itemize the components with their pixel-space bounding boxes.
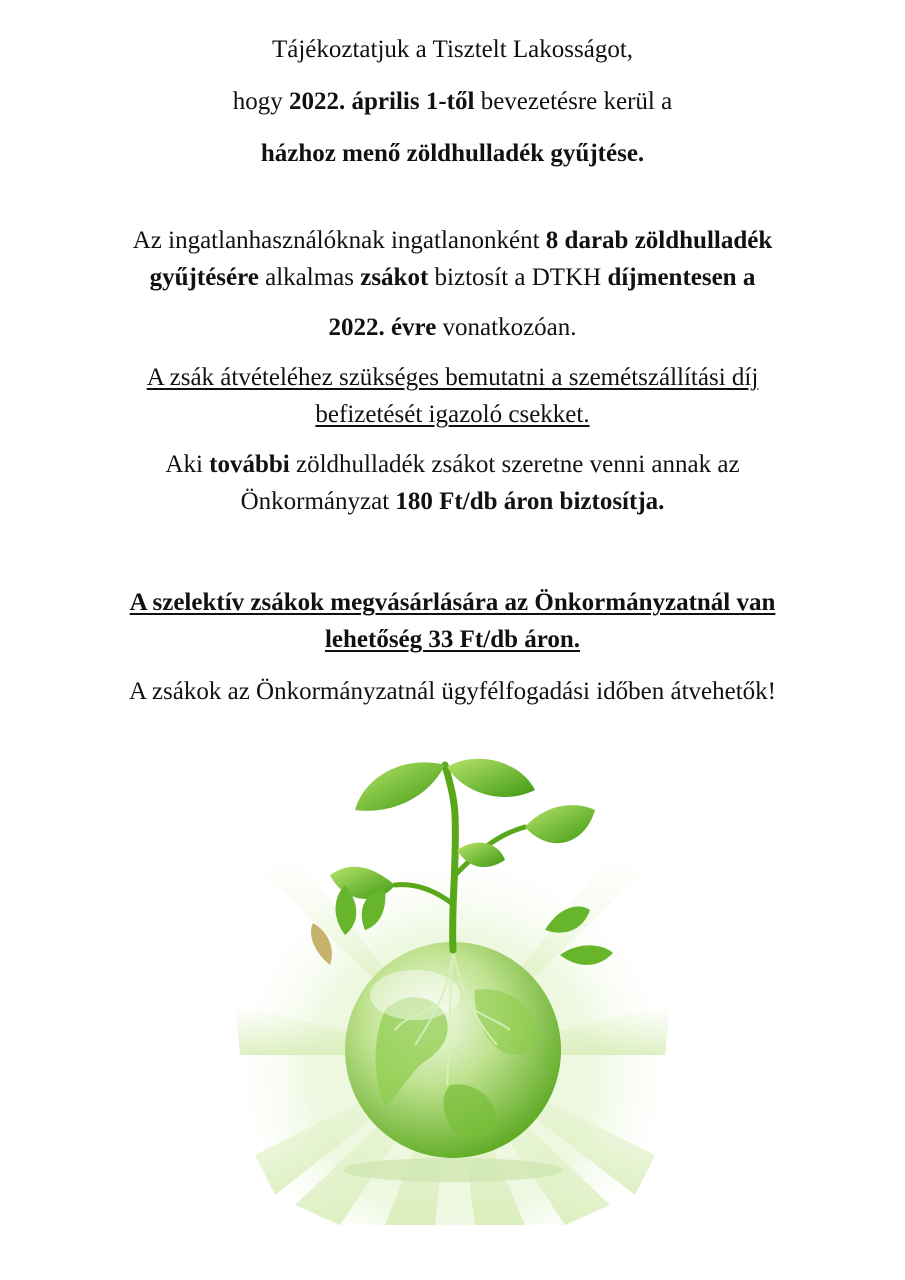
selective-line-2: lehetőség 33 Ft/db áron. [324, 626, 581, 653]
extra-line-1: Aki további zöldhulladék zsákot szeretne venni annak az [165, 451, 740, 478]
bags-line-1: Az ingatlanhasználóknak ingatlanonként 8 darab zöldhulladék [132, 227, 773, 254]
selective-line-1: A szelektív zsákok megvásárlására az Önkormányzatnál van [129, 589, 776, 616]
leaf-top-left [355, 762, 445, 810]
receipt-line-2: befizetését igazoló csekket. [315, 401, 590, 428]
bags-line-3: 2022. évre vonatkozóan. [328, 314, 577, 341]
start-date: 2022. április 1-től [289, 88, 475, 115]
extra-line-2: Önkormányzat 180 Ft/db áron biztosítja. [240, 488, 665, 515]
leaf-top-right [447, 759, 535, 797]
intro-line-3: házhoz menő zöldhulladék gyűjtése. [260, 140, 645, 167]
intro-line-1: Tájékoztatjuk a Tisztelt Lakosságot, [271, 36, 634, 63]
receipt-line-1: A zsák átvételéhez szükséges bemutatni a szemétszállítási díj [146, 364, 759, 391]
globe-with-sprout-icon [235, 755, 670, 1225]
bags-line-2: gyűjtésére alkalmas zsákot biztosít a DTKH díjmentesen a [149, 264, 756, 291]
intro-line-2: hogy 2022. április 1-től bevezetésre kerül a [232, 88, 673, 115]
pickup-line: A zsákok az Önkormányzatnál ügyfélfogadási időben átvehetők! [129, 678, 776, 705]
leaf-right [525, 805, 595, 843]
